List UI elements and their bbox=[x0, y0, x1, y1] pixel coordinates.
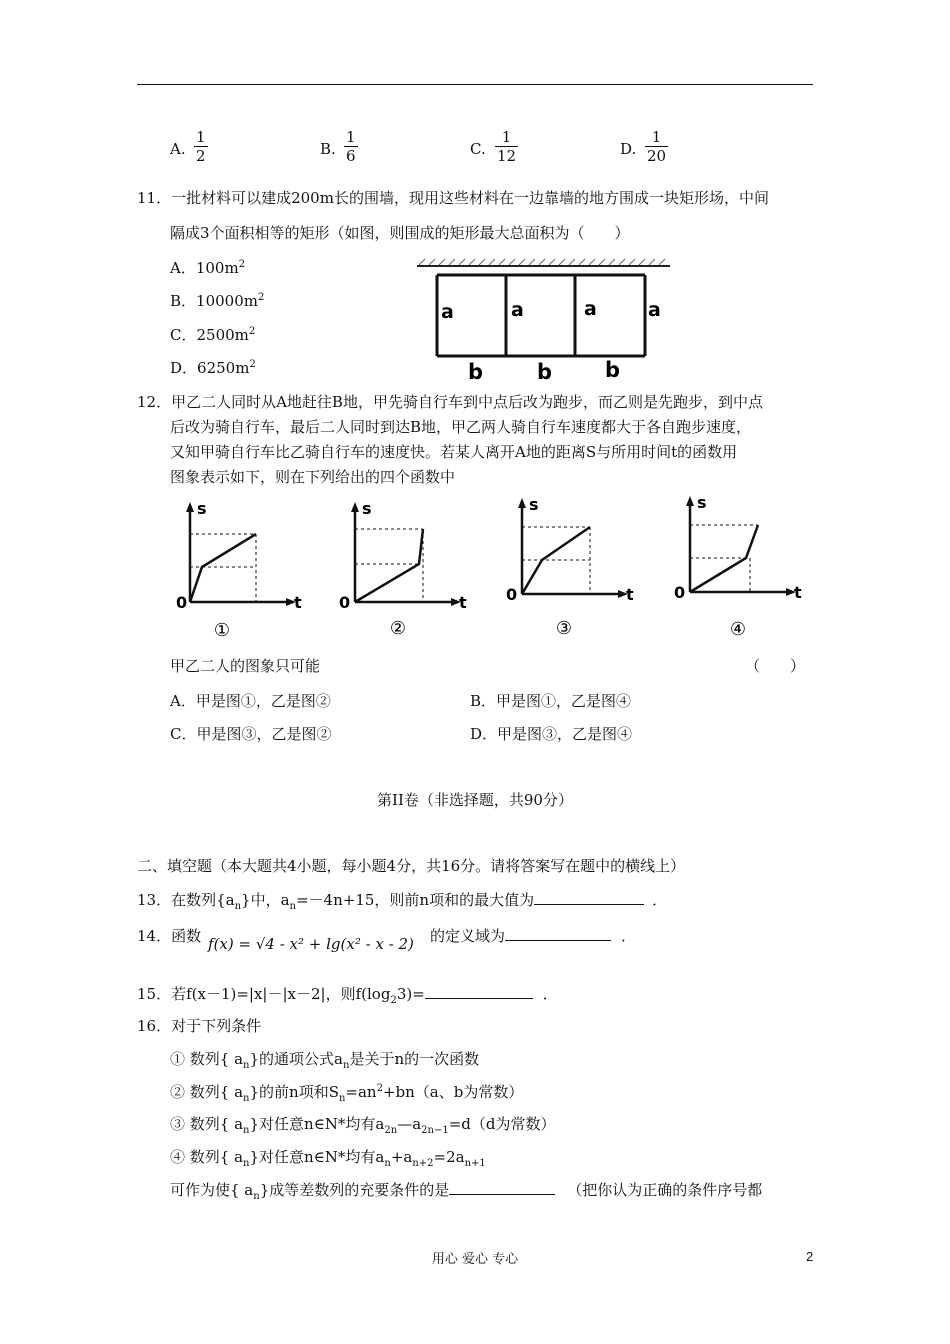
q14-formula: f(x) = √4 - x² + lg(x² - x - 2) bbox=[208, 935, 414, 953]
fraction-numerator: 1 bbox=[501, 128, 512, 146]
c2-sub: n bbox=[243, 1093, 250, 1104]
q15 bbox=[137, 983, 558, 1006]
option-sup: 2 bbox=[238, 259, 246, 270]
graph-caption: ② bbox=[389, 618, 407, 639]
section2-title: 第II卷（非选择题，共90分） bbox=[377, 791, 573, 809]
q12-line5: 甲乙二人的图象只可能 bbox=[170, 657, 321, 675]
q14-end: ． bbox=[621, 927, 637, 945]
fraction-denominator: 2 bbox=[196, 147, 206, 165]
q14-suffix: 的定义域为 bbox=[430, 927, 506, 945]
origin-label: 0 bbox=[339, 593, 351, 612]
fig-label-b-3: b bbox=[605, 358, 621, 382]
axis-s-label: s bbox=[529, 495, 539, 514]
fig-label-a-4: a bbox=[648, 299, 661, 321]
c2-sup: 2 bbox=[376, 1083, 383, 1094]
section2-header: 二、填空题（本大题共4小题，每小题4分，共16分。请将答案写在题中的横线上） bbox=[137, 857, 686, 875]
q13-answer-blank[interactable] bbox=[534, 890, 644, 905]
fraction-numerator: 1 bbox=[196, 128, 206, 146]
q16-condition-4 bbox=[170, 1146, 486, 1169]
q12-option-b: B．甲是图①，乙是图④ bbox=[470, 692, 632, 710]
q13-end: ． bbox=[652, 891, 668, 909]
fraction-denominator: 20 bbox=[647, 147, 667, 165]
c4-sub4: n+1 bbox=[464, 1158, 486, 1169]
graph-caption: ④ bbox=[729, 619, 747, 640]
axis-s-label: s bbox=[362, 499, 372, 518]
fraction-denominator: 12 bbox=[497, 147, 517, 165]
axis-t-label: t bbox=[626, 585, 634, 604]
q14-suffix-line bbox=[430, 925, 636, 946]
q12-option-d: D．甲是图③，乙是图④ bbox=[470, 725, 633, 743]
option-text: A．100m bbox=[170, 259, 239, 277]
q10-option-d-label: D. bbox=[620, 140, 637, 158]
q12-option-a: A．甲是图①，乙是图② bbox=[170, 692, 331, 710]
fraction-numerator: 1 bbox=[651, 128, 662, 146]
graph-caption: ③ bbox=[555, 618, 573, 639]
q12-graph-1 bbox=[170, 494, 310, 644]
c1-sub: n bbox=[243, 1060, 250, 1071]
c2-a: ② 数列{ a bbox=[170, 1083, 244, 1101]
q12-answer-paren: （ ） bbox=[745, 657, 806, 675]
c3-sub2: 2n bbox=[384, 1125, 398, 1136]
c4-b: }对任意n∈N*均有a bbox=[249, 1148, 385, 1166]
option-text: B．10000m bbox=[170, 292, 258, 310]
axis-t-label: t bbox=[794, 583, 802, 602]
c3-sub: n bbox=[243, 1125, 250, 1136]
origin-label: 0 bbox=[506, 585, 518, 604]
origin-label: 0 bbox=[176, 593, 188, 612]
c4-mid2: =2a bbox=[433, 1148, 465, 1166]
option-sup: 2 bbox=[257, 292, 265, 303]
q12-option-c: C．甲是图③，乙是图② bbox=[170, 725, 332, 743]
c3-end: =d（d为常数） bbox=[448, 1115, 556, 1133]
c3-sub3: 2n−1 bbox=[421, 1125, 449, 1136]
c1-a: ① 数列{ a bbox=[170, 1050, 244, 1068]
c3-a: ③ 数列{ a bbox=[170, 1115, 244, 1133]
last-c: （把你认为正确的条件序号都 bbox=[567, 1181, 763, 1199]
fence-lines bbox=[437, 275, 645, 356]
c1-end: 是关于n的一次函数 bbox=[349, 1050, 480, 1068]
axis-s-label: s bbox=[697, 493, 707, 512]
fig-label-b-1: b bbox=[468, 360, 484, 383]
q10-option-c-label: C. bbox=[470, 140, 486, 158]
q16-condition-3 bbox=[170, 1113, 555, 1136]
q12-line4: 图象表示如下，则在下列给出的四个函数中 bbox=[170, 468, 456, 486]
fig-label-a-2: a bbox=[511, 299, 524, 321]
q10-option-b-fraction bbox=[344, 128, 358, 165]
option-text: C．2500m bbox=[170, 326, 249, 344]
q12-graph-2 bbox=[335, 494, 475, 644]
q10-option-a-label: A. bbox=[170, 140, 186, 158]
q11-option-a bbox=[170, 257, 245, 278]
origin-label: 0 bbox=[674, 583, 686, 602]
c3-mid: —a bbox=[397, 1115, 422, 1133]
c2-mid: =an bbox=[345, 1083, 377, 1101]
q10-option-b-label: B. bbox=[320, 140, 336, 158]
q12-graph-3 bbox=[502, 490, 642, 640]
q16-last-line bbox=[170, 1179, 762, 1202]
last-sub: n bbox=[253, 1191, 260, 1202]
fig-label-b-2: b bbox=[537, 360, 553, 383]
c2-end: +bn（a、b为常数） bbox=[382, 1083, 524, 1101]
option-sup: 2 bbox=[249, 359, 256, 370]
q16-condition-1 bbox=[170, 1048, 479, 1071]
q13-sub1: n bbox=[234, 901, 242, 912]
q14-prefix: 14．函数 bbox=[137, 927, 202, 945]
q12-line2: 后改为骑自行车，最后二人同时到达B地，甲乙两人骑自行车速度都大于各自跑步速度， bbox=[170, 418, 752, 436]
q11-option-b bbox=[170, 290, 264, 311]
q15-sub: 2 bbox=[390, 995, 397, 1006]
axis-s-label: s bbox=[197, 499, 207, 518]
c4-a: ④ 数列{ a bbox=[170, 1148, 244, 1166]
c4-sub2: n bbox=[384, 1158, 391, 1169]
q10-option-a-fraction bbox=[194, 128, 208, 165]
footer-text: 用心 爱心 专心 bbox=[431, 1252, 519, 1267]
q16-title: 16．对于下列条件 bbox=[137, 1017, 262, 1035]
q10-option-c-fraction bbox=[495, 128, 518, 165]
q13 bbox=[137, 889, 667, 912]
q11-option-d bbox=[170, 357, 256, 378]
q12-line1: 12．甲乙二人同时从A地赶往B地，甲先骑自行车到中点后改为跑步，而乙则是先跑步，到中点 bbox=[137, 393, 763, 411]
c4-sub3: n+2 bbox=[412, 1158, 434, 1169]
q16-answer-blank[interactable] bbox=[449, 1180, 555, 1195]
q14-answer-blank[interactable] bbox=[505, 926, 611, 941]
q13-mid1: }中，a bbox=[241, 891, 290, 909]
q12-graph-4 bbox=[670, 490, 810, 640]
q15-prefix: 15．若f(x－1)=|x|－|x－2|，则f(log bbox=[137, 985, 391, 1003]
q10-option-d-fraction bbox=[645, 128, 668, 165]
fig-label-a-1: a bbox=[441, 301, 454, 323]
c1-sub2: n bbox=[342, 1060, 350, 1071]
q15-end: ． bbox=[542, 985, 558, 1003]
q15-mid: 3)= bbox=[396, 985, 425, 1003]
fraction-denominator: 6 bbox=[346, 147, 356, 165]
q13-mid2: =－4n+15，则前n项和的最大值为 bbox=[295, 891, 535, 909]
axis-t-label: t bbox=[459, 593, 467, 612]
header-rule bbox=[137, 84, 813, 85]
option-text: D．6250m bbox=[170, 359, 250, 377]
q15-answer-blank[interactable] bbox=[425, 984, 533, 999]
q11-line1: 11．一批材料可以建成200m长的围墙，现用这些材料在一边靠墙的地方围成一块矩形场，中间 bbox=[137, 189, 769, 207]
c4-mid: +a bbox=[390, 1148, 413, 1166]
q13-prefix: 13．在数列{a bbox=[137, 891, 235, 909]
q11-fence-figure bbox=[405, 258, 680, 383]
q11-option-c bbox=[170, 324, 255, 345]
c2-b: }的前n项和S bbox=[249, 1083, 339, 1101]
q12-line3: 又知甲骑自行车比乙骑自行车的速度快。若某人离开A地的距离S与所用时间t的函数用 bbox=[170, 443, 738, 461]
wall-hatching bbox=[417, 259, 670, 266]
last-b: }成等差数列的充要条件的是 bbox=[259, 1181, 450, 1199]
c3-b: }对任意n∈N*均有a bbox=[249, 1115, 385, 1133]
q16-condition-2 bbox=[170, 1081, 523, 1104]
c4-sub: n bbox=[243, 1158, 250, 1169]
fig-label-a-3: a bbox=[584, 298, 597, 320]
c1-b: }的通项公式a bbox=[249, 1050, 343, 1068]
q13-sub2: n bbox=[289, 901, 296, 912]
axis-t-label: t bbox=[294, 593, 302, 612]
page-number: 2 bbox=[806, 1249, 814, 1264]
c2-sub2: n bbox=[338, 1093, 346, 1104]
option-sup: 2 bbox=[248, 326, 256, 337]
q11-line2: 隔成3个面积相等的矩形（如图，则围成的矩形最大总面积为（ ） bbox=[170, 224, 630, 242]
graph-caption: ① bbox=[213, 620, 231, 641]
fraction-numerator: 1 bbox=[346, 128, 356, 146]
last-a: 可作为使{ a bbox=[170, 1181, 254, 1199]
